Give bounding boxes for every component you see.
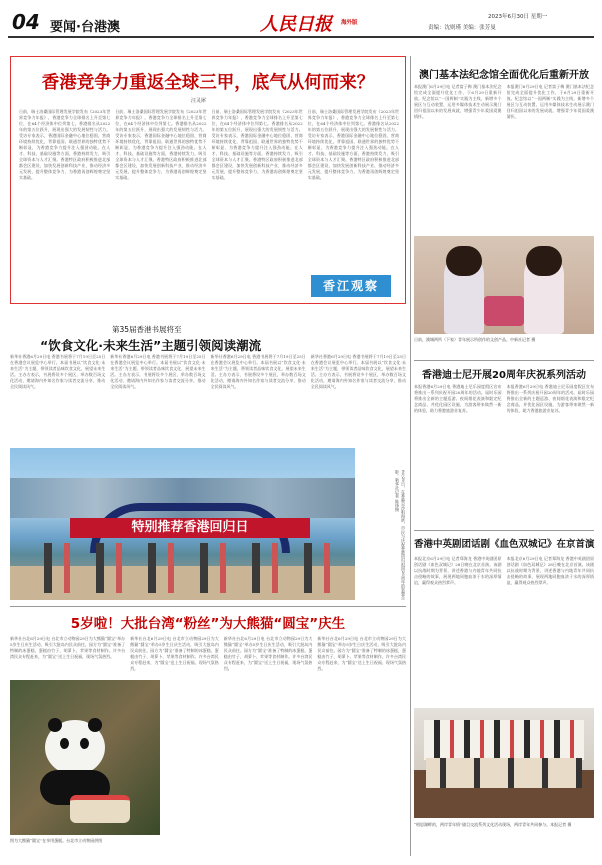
girl-left-hair — [446, 246, 482, 276]
lead-article-box — [10, 56, 406, 304]
page-number: 04 — [12, 10, 40, 34]
page-header — [8, 6, 594, 36]
craft-items — [484, 296, 524, 326]
divider-disney — [414, 360, 594, 361]
lead-body-col-4: 日前，瑞士洛桑国际管理发展学院发布《2023年世界竞争力年报》，香港竞争力全球排名上升至第七位，在64个经济体中位列第七。香港排名从2022年的第五位跃升，展现出强大的发展韧性与活力。受访专家表示，香港国际金融中心地位稳固，营商环境持续优化，背靠祖国、联通世界的独特优势不断彰显，为香港竞争力提升注入强劲动能。在人才、科技、基础设施等方面，香港持续发力，吸引全球资本与人才汇聚。香港特区政府积极推进北部都会区建设，加快发展创新科技产业，推动经济多元发展，提升整体竞争力，为香港再创辉煌奠定坚实基础。 — [307, 109, 399, 180]
macau-col-2: 本报澳门6月29日电 记者富子梅 澳门基本法纪念馆完成全面提升优化工作，于6月29日重新开放。纪念馆以“一国两制”实践为主线，新增多个展区与互动装置，运用多媒体技术生动展示澳门回归祖国以来的发展成就，增强青少年爱国爱澳情怀。 — [506, 84, 594, 119]
divider-panda — [10, 606, 406, 607]
panda-col-1: 新华社台北6月29日电 台北市立动物园29日为大熊猫“圆宝”举办5岁生日庆生活动，吸引大批岛内民众前往。园方为“圆宝”准备了特制的冰蛋糕，蛋糕由竹子、胡萝卜、苹果等食材制作。许多台湾民众专程赶来，为“圆宝”送上生日祝福，现场气氛热烈。 — [10, 636, 126, 659]
ice-cake — [70, 795, 130, 823]
lead-body-col-3: 日前，瑞士洛桑国际管理发展学院发布《2023年世界竞争力年报》，香港竞争力全球排名上升至第七位，在64个经济体中位列第七。香港排名从2022年的第五位跃升，展现出强大的发展韧性与活力。受访专家表示，香港国际金融中心地位稳固，营商环境持续优化，背靠祖国、联通世界的独特优势不断彰显，为香港竞争力提升注入强劲动能。在人才、科技、基础设施等方面，香港持续发力，吸引全球资本与人才汇聚。香港特区政府积极推进北部都会区建设，加快发展创新科技产业，推动经济多元发展，提升整体竞争力，为香港再创辉煌奠定坚实基础。 — [211, 109, 303, 180]
panda-col-3: 新华社台北6月29日电 台北市立动物园29日为大熊猫“圆宝”举办5岁生日庆生活动，吸引大批岛内民众前往。园方为“圆宝”准备了特制的冰蛋糕，蛋糕由竹子、胡萝卜、苹果等食材制作。许多台湾民众专程赶来，为“圆宝”送上生日祝福，现场气氛热烈。 — [223, 636, 313, 671]
panda-col-2: 新华社台北6月29日电 台北市立动物园29日为大熊猫“圆宝”举办5岁生日庆生活动，吸引大批岛内民众前往。园方为“圆宝”准备了特制的冰蛋糕，蛋糕由竹子、胡萝卜、苹果等食材制作。许多台湾民众专程赶来，为“圆宝”送上生日祝福，现场气氛热烈。 — [130, 636, 219, 671]
exhibition-col-1: 新华社香港6月29日电 香港书展将于7月19日至25日在香港会议展览中心举行。本届书展以“饮食文化·未来生活”为主题，带领读者品味饮食文化，展望未来生活。主办方表示，书展将设多个展区，举办数百场文化活动，邀请海内外知名作家与读者交流分享，推动全民阅读风气。 — [10, 354, 106, 389]
lead-body-col-2: 日前，瑞士洛桑国际管理发展学院发布《2023年世界竞争力年报》，香港竞争力全球排名上升至第七位，在64个经济体中位列第七。香港排名从2022年的第五位跃升，展现出强大的发展韧性与活力。受访专家表示，香港国际金融中心地位稳固，营商环境持续优化，背靠祖国、联通世界的独特优势不断彰显，为香港竞争力提升注入强劲动能。在人才、科技、基础设施等方面，香港持续发力，吸引全球资本与人才汇聚。香港特区政府积极推进北部都会区建设，加快发展创新科技产业，推动经济多元发展，提升整体竞争力，为香港再创辉煌奠定坚实基础。 — [115, 109, 207, 180]
panda-eye-left — [60, 738, 69, 749]
drama-col-2: 本报北京6月29日电 记者郑海龙 香港中英剧团原创话剧《血色双城记》28日晚在北京首演。该剧以抗战时期为背景，讲述香港与内地青年共同抗击侵略的故事，展现两地同胞血浓于水的深厚情谊，赢得观众热烈掌声。 — [506, 556, 594, 585]
macau-photo — [414, 236, 594, 334]
photo-banner — [70, 518, 310, 538]
crowd-figures — [30, 543, 330, 593]
lead-article-author: 汪灵犀 — [191, 98, 207, 104]
group-back-row — [424, 720, 584, 760]
section-title: 要闻·台港澳 — [50, 20, 120, 35]
divider-drama — [414, 530, 594, 531]
photo-banner-label: 特别推荐香港回归日 — [131, 520, 249, 535]
drama-col-1: 本报北京6月29日电 记者郑海龙 香港中英剧团原创话剧《血色双城记》28日晚在北京首演。该剧以抗战时期为背景，讲述香港与内地青年共同抗击侵略的故事，展现两地同胞血浓于水的深厚情谊，赢得观众热烈掌声。 — [414, 556, 502, 585]
disney-title: 香港迪士尼开展20周年庆祝系列活动 — [422, 370, 586, 381]
macau-title: 澳门基本法纪念馆全面优化后重新开放 — [419, 70, 589, 81]
exhibition-photo-caption: 6月29日，在香港尖沙咀海滨，市民与庆祝香港回归祖国26周年的装置合影。新华社记者 陈铎摄 — [395, 470, 406, 600]
lead-article-title: 香港竞争力重返全球三甲，底气从何而来？ — [41, 73, 375, 93]
drama-title: 香港中英剧团话剧《血色双城记》在京首演 — [414, 539, 595, 550]
editor-credits: 责编：沈则瑾 美编：张芳曼 — [428, 25, 496, 31]
disney-col-1: 本报香港6月29日电 香港迪士尼乐园度假区宣布将推出一系列庆祝开园20周年的活动。届时乐园将推出全新的主题巡游、夜间烟花表演和限定纪念商品，并优化园区设施，为游客带来焕然一新的体验，助力香港旅游业复苏。 — [414, 384, 502, 413]
girl-right-hair — [526, 246, 562, 276]
newspaper-logo: 人民日报 — [260, 14, 332, 35]
panda-title: 5岁啦！大批台湾“粉丝”为大熊猫“圆宝”庆生 — [70, 616, 346, 632]
lead-article-body — [19, 109, 399, 299]
exhibition-col-2: 新华社香港6月29日电 香港书展将于7月19日至25日在香港会议展览中心举行。本届书展以“饮食文化·未来生活”为主题，带领读者品味饮食文化，展望未来生活。主办方表示，书展将设多个展区，举办数百场文化活动，邀请海内外知名作家与读者交流分享，推动全民阅读风气。 — [110, 354, 206, 389]
column-tag — [311, 275, 391, 297]
disney-body — [414, 384, 594, 526]
panda-photo — [10, 680, 160, 835]
vertical-divider — [410, 56, 411, 856]
macau-body — [414, 84, 594, 234]
panda-photo-caption: 图为大熊猫“圆宝”在享用蛋糕。台北市立动物园供图 — [10, 838, 103, 843]
panda-col-4: 新华社台北6月29日电 台北市立动物园29日为大熊猫“圆宝”举办5岁生日庆生活动，吸引大批岛内民众前往。园方为“圆宝”准备了特制的冰蛋糕，蛋糕由竹子、胡萝卜、苹果等食材制作。许多台湾民众专程赶来，为“圆宝”送上生日祝福，现场气氛热烈。 — [317, 636, 407, 671]
exhibition-body — [10, 354, 406, 446]
hk-anniversary-photo — [10, 448, 355, 600]
disney-col-2: 本报香港6月29日电 香港迪士尼乐园度假区宣布将推出一系列庆祝开园20周年的活动。届时乐园将推出全新的主题巡游、夜间烟花表演和限定纪念商品，并优化园区设施，为游客带来焕然一新的体验，助力香港旅游业复苏。 — [506, 384, 594, 413]
issue-date: 2023年6月30日 星期一 — [488, 14, 548, 20]
exhibition-col-4: 新华社香港6月29日电 香港书展将于7月19日至25日在香港会议展览中心举行。本届书展以“饮食文化·未来生活”为主题，带领读者品味饮食文化，展望未来生活。主办方表示，书展将设多个展区，举办数百场文化活动，邀请海内外知名作家与读者交流分享，推动全民阅读风气。 — [310, 354, 406, 389]
exhibition-kicker: 第35届香港书展将至 — [112, 325, 182, 334]
column-tag-label: 香江观察 — [322, 279, 379, 293]
panda-ear-right — [88, 718, 102, 732]
macau-photo-caption: 日前，澳城两所（下家）青年展示所创作的文创产品。中新社记者 摄 — [414, 337, 536, 342]
exhibition-col-3: 新华社香港6月29日电 香港书展将于7月19日至25日在香港会议展览中心举行。本届书展以“饮食文化·未来生活”为主题，带领读者品味饮食文化，展望未来生活。主办方表示，书展将设多个展区，举办数百场文化活动，邀请海内外知名作家与读者交流分享，推动全民阅读风气。 — [210, 354, 306, 389]
drama-photo — [414, 708, 594, 818]
drama-photo-caption: “相思湖畔的，两岸青年情”剧目交流系列文化活动现场，两岸青年共同参与。本报记者 摄 — [414, 822, 572, 827]
group-front-row — [426, 758, 582, 788]
panda-ear-left — [48, 718, 62, 732]
lead-body-col-1: 日前，瑞士洛桑国际管理发展学院发布《2023年世界竞争力年报》，香港竞争力全球排名上升至第七位，在64个经济体中位列第七。香港排名从2022年的第五位跃升，展现出强大的发展韧性与活力。受访专家表示，香港国际金融中心地位稳固，营商环境持续优化，背靠祖国、联通世界的独特优势不断彰显，为香港竞争力提升注入强劲动能。在人才、科技、基础设施等方面，香港持续发力，吸引全球资本与人才汇聚。香港特区政府积极推进北部都会区建设，加快发展创新科技产业，推动经济多元发展，提升整体竞争力，为香港再创辉煌奠定坚实基础。 — [19, 109, 111, 180]
drama-body — [414, 556, 594, 706]
logo-suffix: 海外版 — [341, 20, 358, 26]
header-rule — [8, 36, 594, 38]
macau-col-1: 本报澳门6月29日电 记者富子梅 澳门基本法纪念馆完成全面提升优化工作，于6月29日重新开放。纪念馆以“一国两制”实践为主线，新增多个展区与互动装置，运用多媒体技术生动展示澳门回归祖国以来的发展成就，增强青少年爱国爱澳情怀。 — [414, 84, 502, 119]
exhibition-title: “饮食文化·未来生活”主题引领阅读潮流 — [40, 338, 262, 353]
panda-eye-right — [80, 738, 89, 749]
